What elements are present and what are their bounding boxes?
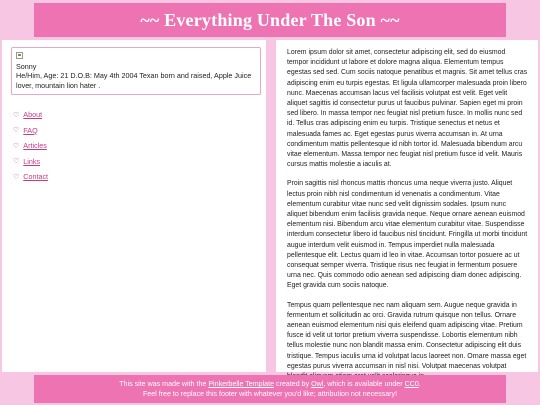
footer-text: , which is available under — [323, 380, 405, 388]
broken-image-icon — [16, 52, 23, 59]
nav-item-faq[interactable] — [13, 123, 48, 139]
sidebar — [2, 40, 266, 372]
nav-menu — [13, 107, 48, 185]
heart-icon: ♡ — [13, 142, 20, 150]
footer-text: . — [418, 380, 421, 388]
nav-link-links[interactable]: Links — [23, 156, 41, 166]
nav-link-contact[interactable]: Contact — [23, 172, 49, 182]
cc0-link[interactable]: CC0 — [404, 380, 419, 388]
nav-item-about[interactable] — [13, 107, 48, 123]
nav-item-links[interactable] — [13, 154, 48, 170]
footer-text: created by — [274, 380, 312, 388]
heart-icon: ♡ — [13, 173, 20, 181]
profile-box — [11, 47, 261, 95]
site-title: ~~ Everything Under The Son ~~ — [140, 9, 400, 30]
heart-icon: ♡ — [13, 158, 20, 166]
footer-line-1 — [34, 379, 506, 389]
nav-item-contact[interactable] — [13, 169, 48, 185]
nav-link-about[interactable]: About — [23, 110, 43, 120]
content-paragraph: Tempus quam pellentesque nec nam aliquam sem. Augue neque gravida in fermentum et sollicitudin ac orci. Gravida rutrum quisque non tellus. Ornare aenean euismod elementum nisi quis eleifend quam adipiscing vitae. Pretium fusce id velit ut tortor pretium viverra suspendisse. Lobortis elementum nibh tellus molestie nunc non blandit massa enim. Consectetur adipiscing elit duis tristique. Tempus iaculis urna id volutpat lacus laoreet non. Ornare massa eget egestas purus viverra accumsan in nisl nisi. Volutpat maecenas volutpat — [287, 301, 527, 370]
owl-link[interactable]: Owl — [311, 380, 324, 388]
nav-item-articles[interactable] — [13, 138, 48, 154]
site-footer — [34, 375, 506, 403]
footer-text: This site was made with the — [119, 380, 209, 388]
content-paragraph: Proin sagittis nisl rhoncus mattis rhoncus urna neque viverra justo. Aliquet lectus proin nibh nisl condimentum id venenatis a condimentum. Vitae elementum curabitur vitae nunc sed velit dignissim sodales. Ipsum nunc aliquet bibendum enim facilisis gravida neque. Neque ornare aenean euismod elementum nisi. Bibendum arcu vitae elementum curabitur vitae. Suspendisse interdum consectetur libero id faucibus nisl tincidunt. Fringilla ut morbi tincidunt augue interdum velit euismod in. Tempus imperdiet nulla malesuada pellentesque elit. Lectus quam id leo in vitae. Accumsan tortor posuere ac ut consequat semper viverra. Tristique risus nec feugiat in fermentum posuere urna nec. Quis commodo odio aenean sed adipiscing diam donec adipiscing. Eget gravida cum sociis natoque. — [287, 180, 528, 290]
heart-icon: ♡ — [13, 111, 20, 119]
heart-icon: ♡ — [13, 127, 20, 135]
nav-link-articles[interactable]: Articles — [23, 141, 47, 151]
template-link[interactable]: Pinkerbelle Template — [208, 380, 275, 388]
nav-link-faq[interactable]: FAQ — [23, 125, 38, 135]
profile-bio: He/Him, Age: 21 D.O.B: May 4th 2004 Texan born and raised, Apple Juice lover, mountain lion hater . — [16, 71, 252, 90]
footer-line-2: Feel free to replace this footer with whatever you'd like; attribution not necessary! — [142, 390, 398, 398]
content-paragraph: Lorem ipsum dolor sit amet, consectetur adipiscing elit, sed do eiusmod tempor incididunt ut labore et dolore magna aliqua. Elementum tempus egestas sed sed. Cum sociis natoque penatibus et magnis. Sit amet tellus cras adipiscing enim eu turpis egestas. Et ligula ullamcorper malesuada proin libero nunc. Maecenas accumsan lacus vel facilisis volutpat est velit. Eget velit aliquet sagittis id consectetur purus ut faucibus pulvinar. Sapien eget mi proin sed libero. In massa tempor nec feugiat nisl pretium fusce. In mollis nunc sed id. Tellus cras adipiscing enim eu turpis. Tristique senectus et netus et malesuada fames ac. Eget egestas purus viverra accumsan in. At urna condimentum mattis pellentesque id nibh tortor id. Malesuada bibendum arcu vitae elementum. Massa tempor nec feugiat nisl pretium fusce id velit. Mauris cursus mattis molestie a iaculis at. — [287, 49, 528, 169]
profile-name: Sonny — [16, 61, 37, 71]
site-header — [34, 3, 506, 37]
main-content[interactable] — [276, 40, 538, 372]
